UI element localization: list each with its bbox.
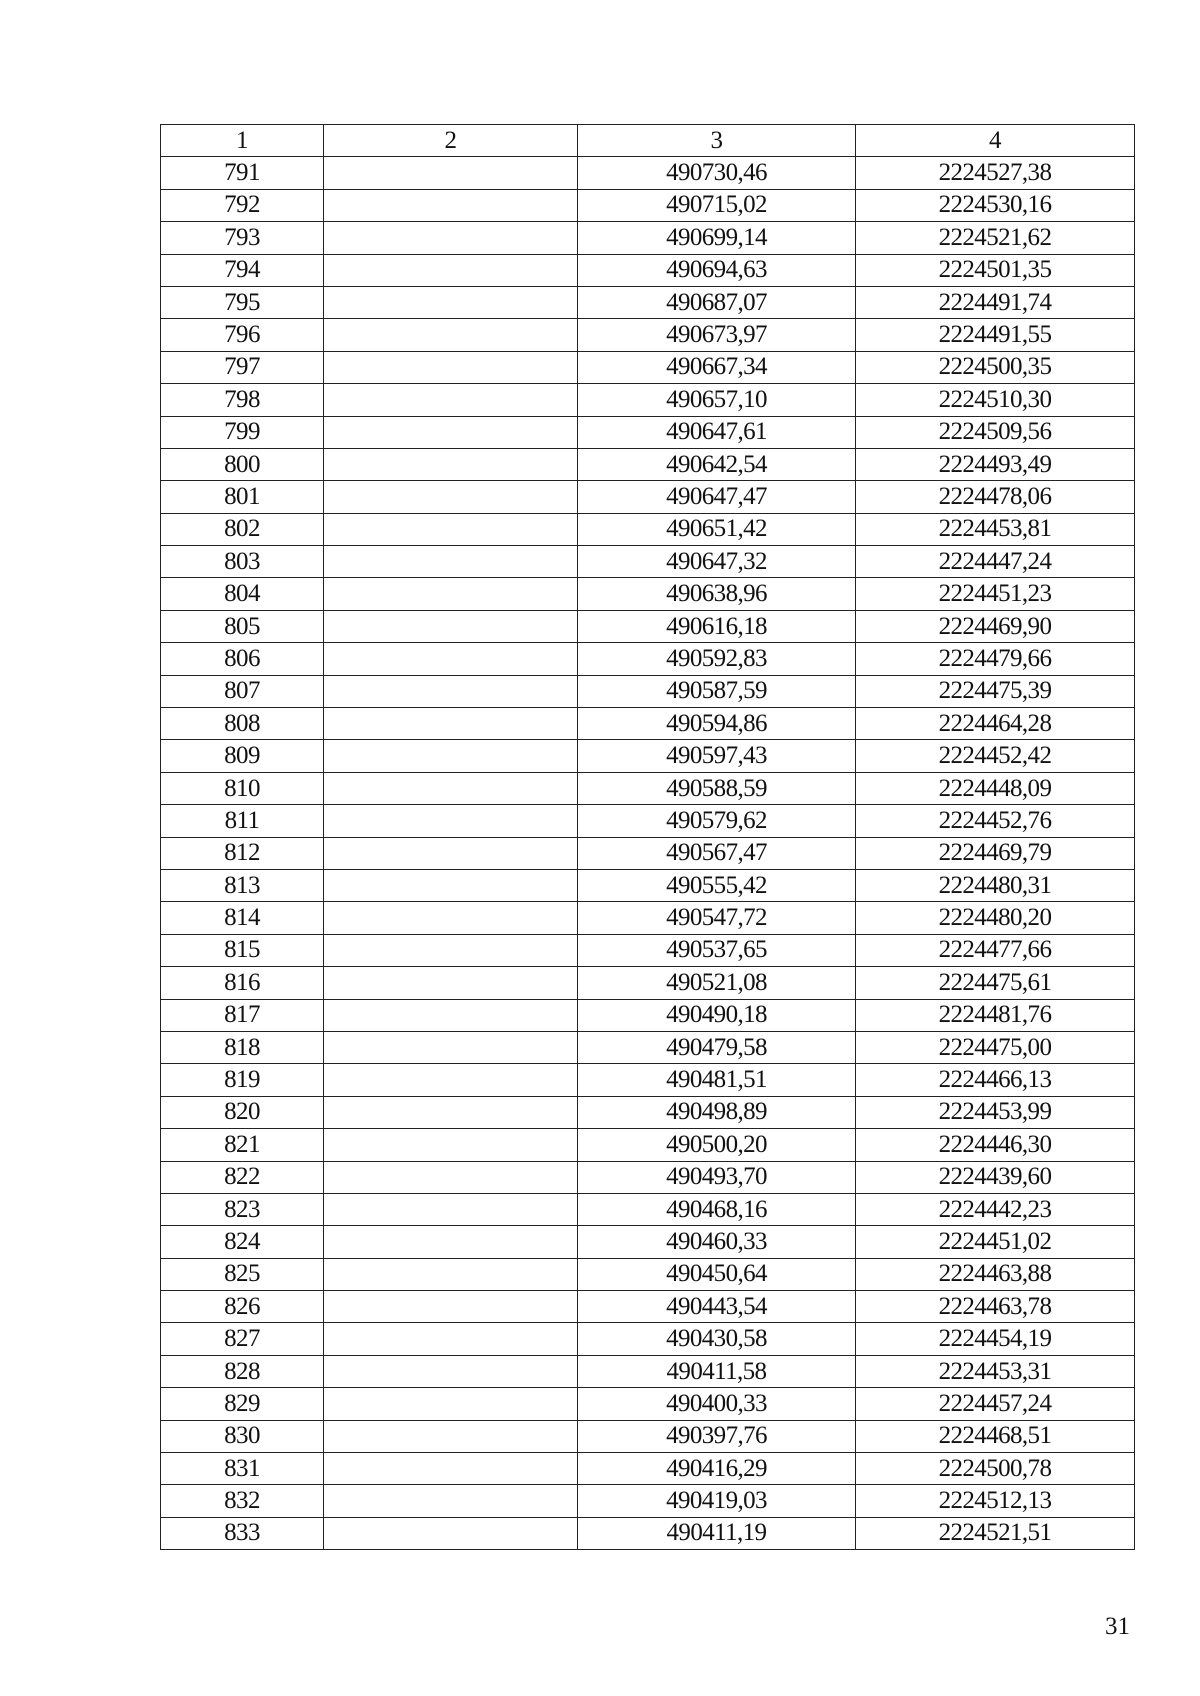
- point-number-cell: 793: [161, 222, 324, 254]
- table-row: [161, 1355, 1135, 1387]
- x-coordinate-cell: 490443,54: [578, 1291, 856, 1323]
- x-coordinate-cell: 490419,03: [578, 1485, 856, 1517]
- point-number-cell: 829: [161, 1388, 324, 1420]
- point-number-cell: 833: [161, 1517, 324, 1549]
- table-row: [161, 610, 1135, 642]
- y-coordinate-cell: 2224452,42: [856, 740, 1135, 772]
- page-number: 31: [1105, 1613, 1130, 1640]
- blank-cell: [324, 1517, 578, 1549]
- point-number-cell: 815: [161, 934, 324, 966]
- x-coordinate-cell: 490592,83: [578, 643, 856, 675]
- y-coordinate-cell: 2224447,24: [856, 546, 1135, 578]
- y-coordinate-cell: 2224453,81: [856, 513, 1135, 545]
- table-row: [161, 1388, 1135, 1420]
- table-row: [161, 1031, 1135, 1063]
- table-row: [161, 157, 1135, 189]
- y-coordinate-cell: 2224493,49: [856, 448, 1135, 480]
- table-header: [161, 125, 1135, 157]
- table-row: [161, 999, 1135, 1031]
- point-number-cell: 799: [161, 416, 324, 448]
- table-row: [161, 643, 1135, 675]
- blank-cell: [324, 1129, 578, 1161]
- x-coordinate-cell: 490460,33: [578, 1226, 856, 1258]
- x-coordinate-cell: 490638,96: [578, 578, 856, 610]
- y-coordinate-cell: 2224468,51: [856, 1420, 1135, 1452]
- x-coordinate-cell: 490587,59: [578, 675, 856, 707]
- table-row: [161, 708, 1135, 740]
- x-coordinate-cell: 490647,47: [578, 481, 856, 513]
- blank-cell: [324, 513, 578, 545]
- y-coordinate-cell: 2224527,38: [856, 157, 1135, 189]
- table-row: [161, 1226, 1135, 1258]
- x-coordinate-cell: 490687,07: [578, 286, 856, 318]
- y-coordinate-cell: 2224464,28: [856, 708, 1135, 740]
- blank-cell: [324, 1193, 578, 1225]
- y-coordinate-cell: 2224501,35: [856, 254, 1135, 286]
- y-coordinate-cell: 2224481,76: [856, 999, 1135, 1031]
- point-number-cell: 807: [161, 675, 324, 707]
- y-coordinate-cell: 2224480,31: [856, 869, 1135, 901]
- x-coordinate-cell: 490567,47: [578, 837, 856, 869]
- x-coordinate-cell: 490400,33: [578, 1388, 856, 1420]
- table-row: [161, 805, 1135, 837]
- point-number-cell: 822: [161, 1161, 324, 1193]
- x-coordinate-cell: 490493,70: [578, 1161, 856, 1193]
- x-coordinate-cell: 490468,16: [578, 1193, 856, 1225]
- x-coordinate-cell: 490490,18: [578, 999, 856, 1031]
- x-coordinate-cell: 490588,59: [578, 772, 856, 804]
- blank-cell: [324, 967, 578, 999]
- x-coordinate-cell: 490642,54: [578, 448, 856, 480]
- table-row: [161, 189, 1135, 221]
- blank-cell: [324, 1096, 578, 1128]
- point-number-cell: 830: [161, 1420, 324, 1452]
- table-row: [161, 1258, 1135, 1290]
- y-coordinate-cell: 2224463,88: [856, 1258, 1135, 1290]
- point-number-cell: 817: [161, 999, 324, 1031]
- x-coordinate-cell: 490450,64: [578, 1258, 856, 1290]
- x-coordinate-cell: 490616,18: [578, 610, 856, 642]
- table-row: [161, 546, 1135, 578]
- blank-cell: [324, 1453, 578, 1485]
- y-coordinate-cell: 2224477,66: [856, 934, 1135, 966]
- point-number-cell: 820: [161, 1096, 324, 1128]
- table-row: [161, 869, 1135, 901]
- blank-cell: [324, 254, 578, 286]
- y-coordinate-cell: 2224448,09: [856, 772, 1135, 804]
- table-row: [161, 1096, 1135, 1128]
- x-coordinate-cell: 490673,97: [578, 319, 856, 351]
- blank-cell: [324, 319, 578, 351]
- point-number-cell: 828: [161, 1355, 324, 1387]
- y-coordinate-cell: 2224475,39: [856, 675, 1135, 707]
- y-coordinate-cell: 2224453,31: [856, 1355, 1135, 1387]
- table-row: [161, 967, 1135, 999]
- point-number-cell: 803: [161, 546, 324, 578]
- point-number-cell: 826: [161, 1291, 324, 1323]
- point-number-cell: 804: [161, 578, 324, 610]
- y-coordinate-cell: 2224452,76: [856, 805, 1135, 837]
- point-number-cell: 813: [161, 869, 324, 901]
- table-row: [161, 772, 1135, 804]
- y-coordinate-cell: 2224469,90: [856, 610, 1135, 642]
- header-col-3: 3: [578, 125, 856, 157]
- y-coordinate-cell: 2224475,61: [856, 967, 1135, 999]
- point-number-cell: 825: [161, 1258, 324, 1290]
- point-number-cell: 805: [161, 610, 324, 642]
- x-coordinate-cell: 490397,76: [578, 1420, 856, 1452]
- y-coordinate-cell: 2224478,06: [856, 481, 1135, 513]
- blank-cell: [324, 578, 578, 610]
- x-coordinate-cell: 490597,43: [578, 740, 856, 772]
- table-row: [161, 1323, 1135, 1355]
- x-coordinate-cell: 490715,02: [578, 189, 856, 221]
- blank-cell: [324, 1161, 578, 1193]
- table-row: [161, 448, 1135, 480]
- table-row: [161, 351, 1135, 383]
- y-coordinate-cell: 2224521,51: [856, 1517, 1135, 1549]
- blank-cell: [324, 1355, 578, 1387]
- blank-cell: [324, 805, 578, 837]
- y-coordinate-cell: 2224510,30: [856, 384, 1135, 416]
- point-number-cell: 791: [161, 157, 324, 189]
- point-number-cell: 824: [161, 1226, 324, 1258]
- table-row: [161, 254, 1135, 286]
- point-number-cell: 827: [161, 1323, 324, 1355]
- y-coordinate-cell: 2224469,79: [856, 837, 1135, 869]
- blank-cell: [324, 416, 578, 448]
- point-number-cell: 802: [161, 513, 324, 545]
- blank-cell: [324, 1323, 578, 1355]
- table-row: [161, 1291, 1135, 1323]
- blank-cell: [324, 222, 578, 254]
- table-row: [161, 286, 1135, 318]
- x-coordinate-cell: 490647,61: [578, 416, 856, 448]
- blank-cell: [324, 1420, 578, 1452]
- x-coordinate-cell: 490481,51: [578, 1064, 856, 1096]
- blank-cell: [324, 1291, 578, 1323]
- blank-cell: [324, 1226, 578, 1258]
- table-row: [161, 675, 1135, 707]
- y-coordinate-cell: 2224457,24: [856, 1388, 1135, 1420]
- table-row: [161, 740, 1135, 772]
- x-coordinate-cell: 490594,86: [578, 708, 856, 740]
- table-row: [161, 513, 1135, 545]
- blank-cell: [324, 157, 578, 189]
- table-row: [161, 578, 1135, 610]
- point-number-cell: 797: [161, 351, 324, 383]
- blank-cell: [324, 189, 578, 221]
- header-col-1: 1: [161, 125, 324, 157]
- x-coordinate-cell: 490579,62: [578, 805, 856, 837]
- y-coordinate-cell: 2224512,13: [856, 1485, 1135, 1517]
- point-number-cell: 798: [161, 384, 324, 416]
- blank-cell: [324, 902, 578, 934]
- table-row: [161, 384, 1135, 416]
- coordinates-table: [160, 124, 1135, 1550]
- x-coordinate-cell: 490667,34: [578, 351, 856, 383]
- table-row: [161, 1517, 1135, 1549]
- point-number-cell: 796: [161, 319, 324, 351]
- point-number-cell: 810: [161, 772, 324, 804]
- table-row: [161, 1453, 1135, 1485]
- y-coordinate-cell: 2224509,56: [856, 416, 1135, 448]
- table-row: [161, 934, 1135, 966]
- x-coordinate-cell: 490694,63: [578, 254, 856, 286]
- point-number-cell: 809: [161, 740, 324, 772]
- blank-cell: [324, 481, 578, 513]
- blank-cell: [324, 610, 578, 642]
- y-coordinate-cell: 2224463,78: [856, 1291, 1135, 1323]
- x-coordinate-cell: 490657,10: [578, 384, 856, 416]
- point-number-cell: 808: [161, 708, 324, 740]
- blank-cell: [324, 837, 578, 869]
- blank-cell: [324, 934, 578, 966]
- y-coordinate-cell: 2224451,23: [856, 578, 1135, 610]
- table-row: [161, 902, 1135, 934]
- y-coordinate-cell: 2224500,35: [856, 351, 1135, 383]
- x-coordinate-cell: 490521,08: [578, 967, 856, 999]
- blank-cell: [324, 772, 578, 804]
- x-coordinate-cell: 490411,19: [578, 1517, 856, 1549]
- x-coordinate-cell: 490500,20: [578, 1129, 856, 1161]
- table-row: [161, 416, 1135, 448]
- y-coordinate-cell: 2224442,23: [856, 1193, 1135, 1225]
- x-coordinate-cell: 490430,58: [578, 1323, 856, 1355]
- y-coordinate-cell: 2224439,60: [856, 1161, 1135, 1193]
- blank-cell: [324, 1388, 578, 1420]
- blank-cell: [324, 351, 578, 383]
- point-number-cell: 812: [161, 837, 324, 869]
- blank-cell: [324, 546, 578, 578]
- y-coordinate-cell: 2224480,20: [856, 902, 1135, 934]
- y-coordinate-cell: 2224451,02: [856, 1226, 1135, 1258]
- y-coordinate-cell: 2224521,62: [856, 222, 1135, 254]
- table-row: [161, 1193, 1135, 1225]
- header-row: [161, 125, 1135, 157]
- y-coordinate-cell: 2224500,78: [856, 1453, 1135, 1485]
- blank-cell: [324, 869, 578, 901]
- table-row: [161, 1485, 1135, 1517]
- point-number-cell: 814: [161, 902, 324, 934]
- blank-cell: [324, 740, 578, 772]
- x-coordinate-cell: 490416,29: [578, 1453, 856, 1485]
- y-coordinate-cell: 2224466,13: [856, 1064, 1135, 1096]
- header-col-2: 2: [324, 125, 578, 157]
- point-number-cell: 832: [161, 1485, 324, 1517]
- point-number-cell: 816: [161, 967, 324, 999]
- point-number-cell: 801: [161, 481, 324, 513]
- table-body: [161, 157, 1135, 1550]
- point-number-cell: 821: [161, 1129, 324, 1161]
- x-coordinate-cell: 490647,32: [578, 546, 856, 578]
- x-coordinate-cell: 490537,65: [578, 934, 856, 966]
- blank-cell: [324, 1258, 578, 1290]
- point-number-cell: 806: [161, 643, 324, 675]
- y-coordinate-cell: 2224475,00: [856, 1031, 1135, 1063]
- blank-cell: [324, 384, 578, 416]
- table-row: [161, 1129, 1135, 1161]
- blank-cell: [324, 999, 578, 1031]
- y-coordinate-cell: 2224491,74: [856, 286, 1135, 318]
- x-coordinate-cell: 490498,89: [578, 1096, 856, 1128]
- blank-cell: [324, 286, 578, 318]
- y-coordinate-cell: 2224479,66: [856, 643, 1135, 675]
- table-row: [161, 222, 1135, 254]
- table-row: [161, 319, 1135, 351]
- point-number-cell: 818: [161, 1031, 324, 1063]
- y-coordinate-cell: 2224446,30: [856, 1129, 1135, 1161]
- blank-cell: [324, 1064, 578, 1096]
- x-coordinate-cell: 490651,42: [578, 513, 856, 545]
- blank-cell: [324, 448, 578, 480]
- table-row: [161, 1420, 1135, 1452]
- table-row: [161, 837, 1135, 869]
- blank-cell: [324, 643, 578, 675]
- point-number-cell: 792: [161, 189, 324, 221]
- blank-cell: [324, 675, 578, 707]
- x-coordinate-cell: 490730,46: [578, 157, 856, 189]
- x-coordinate-cell: 490699,14: [578, 222, 856, 254]
- blank-cell: [324, 1485, 578, 1517]
- point-number-cell: 831: [161, 1453, 324, 1485]
- table-row: [161, 1161, 1135, 1193]
- x-coordinate-cell: 490547,72: [578, 902, 856, 934]
- point-number-cell: 794: [161, 254, 324, 286]
- point-number-cell: 795: [161, 286, 324, 318]
- y-coordinate-cell: 2224454,19: [856, 1323, 1135, 1355]
- blank-cell: [324, 1031, 578, 1063]
- x-coordinate-cell: 490411,58: [578, 1355, 856, 1387]
- y-coordinate-cell: 2224491,55: [856, 319, 1135, 351]
- point-number-cell: 823: [161, 1193, 324, 1225]
- point-number-cell: 800: [161, 448, 324, 480]
- blank-cell: [324, 708, 578, 740]
- table-row: [161, 481, 1135, 513]
- table-row: [161, 1064, 1135, 1096]
- header-col-4: 4: [856, 125, 1135, 157]
- y-coordinate-cell: 2224530,16: [856, 189, 1135, 221]
- x-coordinate-cell: 490555,42: [578, 869, 856, 901]
- x-coordinate-cell: 490479,58: [578, 1031, 856, 1063]
- y-coordinate-cell: 2224453,99: [856, 1096, 1135, 1128]
- point-number-cell: 819: [161, 1064, 324, 1096]
- point-number-cell: 811: [161, 805, 324, 837]
